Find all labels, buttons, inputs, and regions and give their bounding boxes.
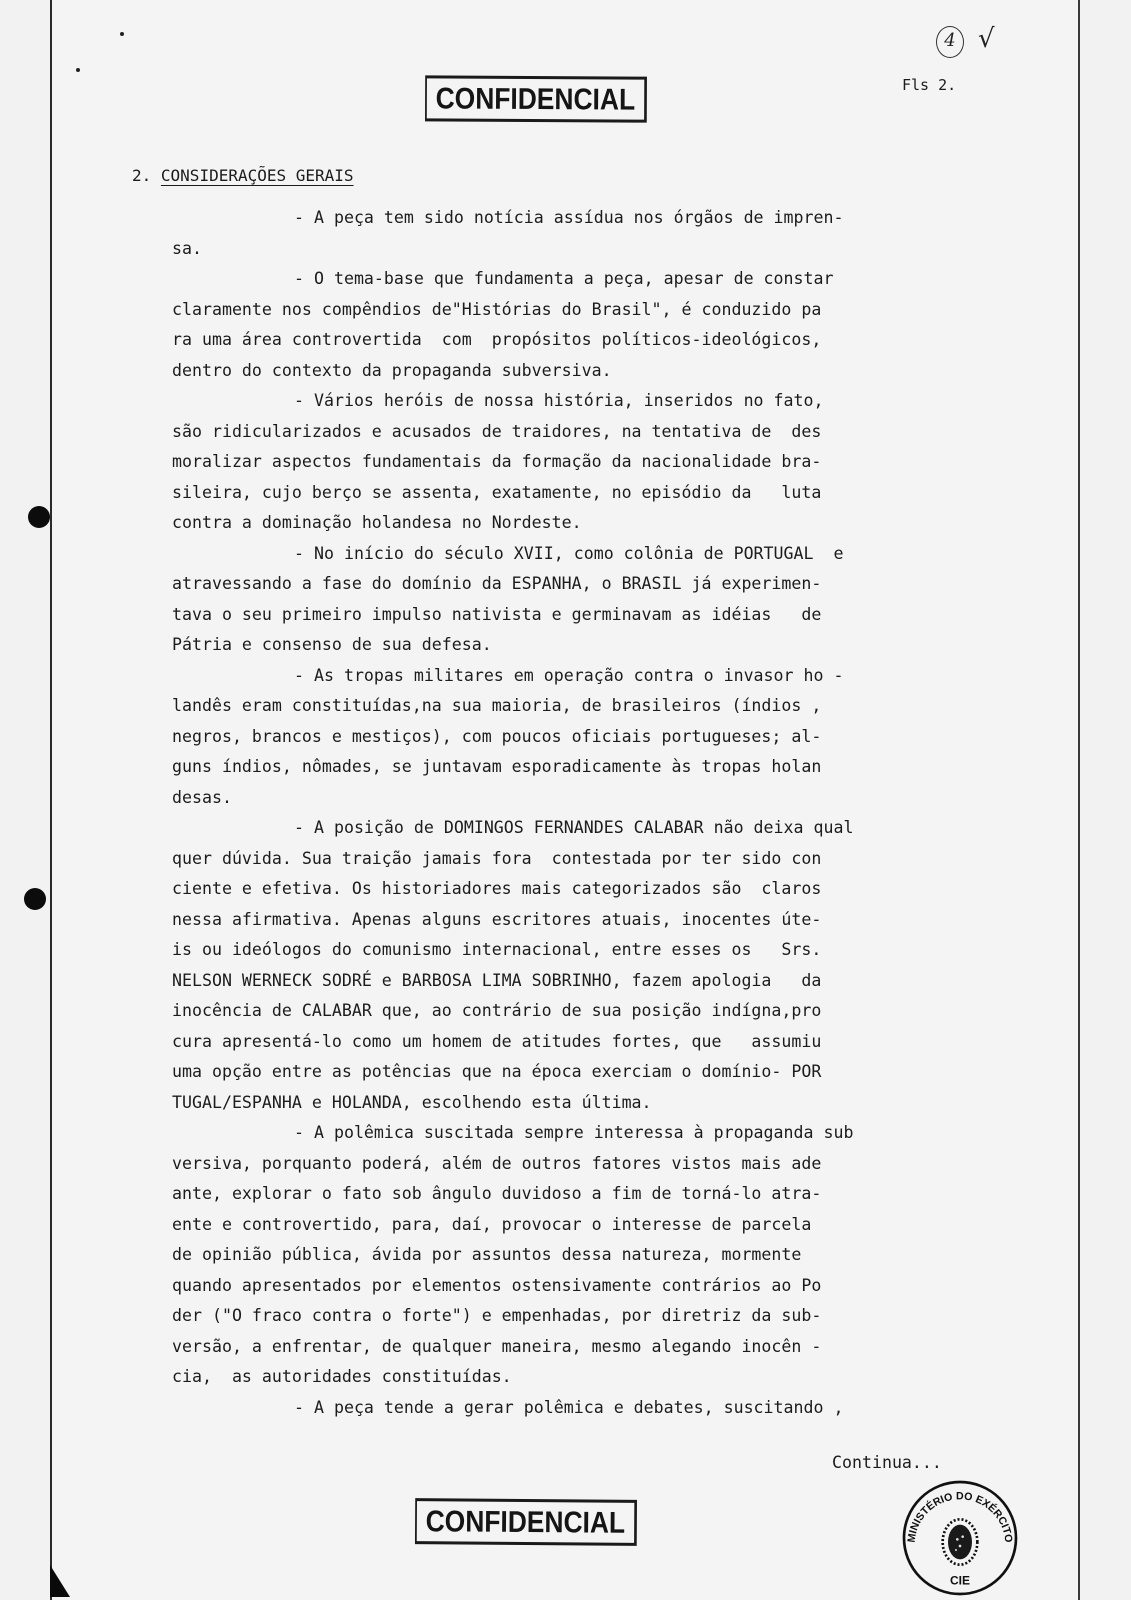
text-line: cura apresentá-lo como um homem de atitudes fortes, que assumiu [172, 1031, 822, 1051]
text-line: landês eram constituídas,na sua maioria, de brasileiros (índios , [172, 696, 822, 715]
text-line: negros, brancos e mestiços), com poucos oficiais portugueses; al- [172, 726, 822, 746]
ministerio-do-exercito-seal [900, 1478, 1020, 1598]
text-line: is ou ideólogos do comunismo internacional, entre esses os Srs. [172, 940, 822, 959]
text-line: versiva, porquanto poderá, além de outros fatores vistos mais ade [172, 1153, 822, 1173]
seal-ring-text: MINISTÉRIO DO EXÉRCITO [905, 1490, 1015, 1544]
text-line: - A polêmica suscitada sempre interessa à propaganda sub [294, 1123, 854, 1142]
text-line: são ridicularizados e acusados de traidores, na tentativa de des [172, 421, 822, 441]
text-line: versão, a enfrentar, de qualquer maneira, mesmo alegando inocên - [172, 1336, 822, 1356]
text-line: cia, as autoridades constituídas. [172, 1367, 512, 1386]
document-body [172, 203, 1014, 1423]
text-line: der ("O fraco contra o forte") e empenhadas, por diretriz da sub- [172, 1306, 822, 1325]
text-line: atravessando a fase do domínio da ESPANHA, o BRASIL já experimen- [172, 574, 822, 593]
text-line: - As tropas militares em operação contra o invasor ho - [294, 665, 844, 685]
punch-hole [28, 506, 50, 528]
section-title: CONSIDERAÇÕES GERAIS [160, 166, 354, 185]
text-line: quer dúvida. Sua traição jamais fora contestada por ter sido con [172, 848, 822, 868]
section-heading [132, 166, 354, 185]
text-line: - O tema-base que fundamenta a peça, apesar de constar [294, 269, 834, 288]
text-line: ente e controvertido, para, daí, provocar o interesse de parcela [172, 1214, 812, 1234]
text-line: TUGAL/ESPANHA e HOLANDA, escolhendo esta última. [172, 1092, 652, 1112]
confidencial-stamp-top: CONFIDENCIAL [425, 75, 647, 122]
text-line: ciente e efetiva. Os historiadores mais categorizados são claros [172, 879, 822, 898]
continuation-note: Continua... [832, 1453, 942, 1472]
text-line: - Vários heróis de nossa história, inseridos no fato, [294, 391, 824, 410]
text-line: dentro do contexto da propaganda subversiva. [172, 360, 612, 380]
text-line: moralizar aspectos fundamentais da formação da nacionalidade bra- [172, 452, 822, 471]
text-line: Pátria e consenso de sua defesa. [172, 635, 492, 654]
text-line: uma opção entre as potências que na época exerciam o domínio- POR [172, 1062, 822, 1081]
scan-speck [76, 68, 80, 72]
handwritten-check-icon: √ [978, 24, 995, 54]
text-line: - A posição de DOMINGOS FERNANDES CALABAR não deixa qual [294, 818, 854, 837]
text-line: quando apresentados por elementos ostensivamente contrários ao Po [172, 1275, 822, 1295]
text-line: desas. [172, 787, 232, 807]
section-number: 2. [132, 166, 152, 185]
text-line: nessa afirmativa. Apenas alguns escritores atuais, inocentes úte- [172, 909, 822, 929]
text-line: sileira, cujo berço se assenta, exatamente, no episódio da luta [172, 482, 822, 502]
punch-hole [24, 888, 46, 910]
text-line: - No início do século XVII, como colônia de PORTUGAL e [294, 543, 844, 563]
text-line: inocência de CALABAR que, ao contrário de sua posição indígna,pro [172, 1001, 822, 1020]
scan-speck [120, 32, 124, 36]
text-line: - A peça tem sido notícia assídua nos órgãos de impren- [294, 208, 844, 227]
text-line: ante, explorar o fato sob ângulo duvidoso a fim de torná-lo atra- [172, 1184, 822, 1203]
confidencial-stamp-bottom: CONFIDENCIAL [415, 1498, 637, 1546]
seal-bottom-text: CIE [949, 1573, 971, 1588]
text-line: claramente nos compêndios de"Histórias do Brasil", é conduzido pa [172, 299, 822, 319]
text-line: ra uma área controvertida com propósitos políticos-ideológicos, [172, 330, 822, 349]
text-line: NELSON WERNECK SODRÉ e BARBOSA LIMA SOBRINHO, fazem apologia da [172, 970, 822, 990]
text-line: tava o seu primeiro impulso nativista e germinavam as idéias de [172, 604, 822, 624]
page-corner-fold [50, 1565, 70, 1597]
text-line: sa. [172, 238, 202, 258]
text-line: guns índios, nômades, se juntavam esporadicamente às tropas holan [172, 757, 822, 776]
text-line: contra a dominação holandesa no Nordeste. [172, 513, 582, 532]
text-line: - A peça tende a gerar polêmica e debates, suscitando , [294, 1397, 844, 1417]
text-line: de opinião pública, ávida por assuntos dessa natureza, mormente [172, 1245, 802, 1264]
folio-number: Fls 2. [902, 76, 957, 94]
handwritten-page-number: 4 [936, 26, 964, 58]
seal-graphic [900, 1478, 1020, 1598]
